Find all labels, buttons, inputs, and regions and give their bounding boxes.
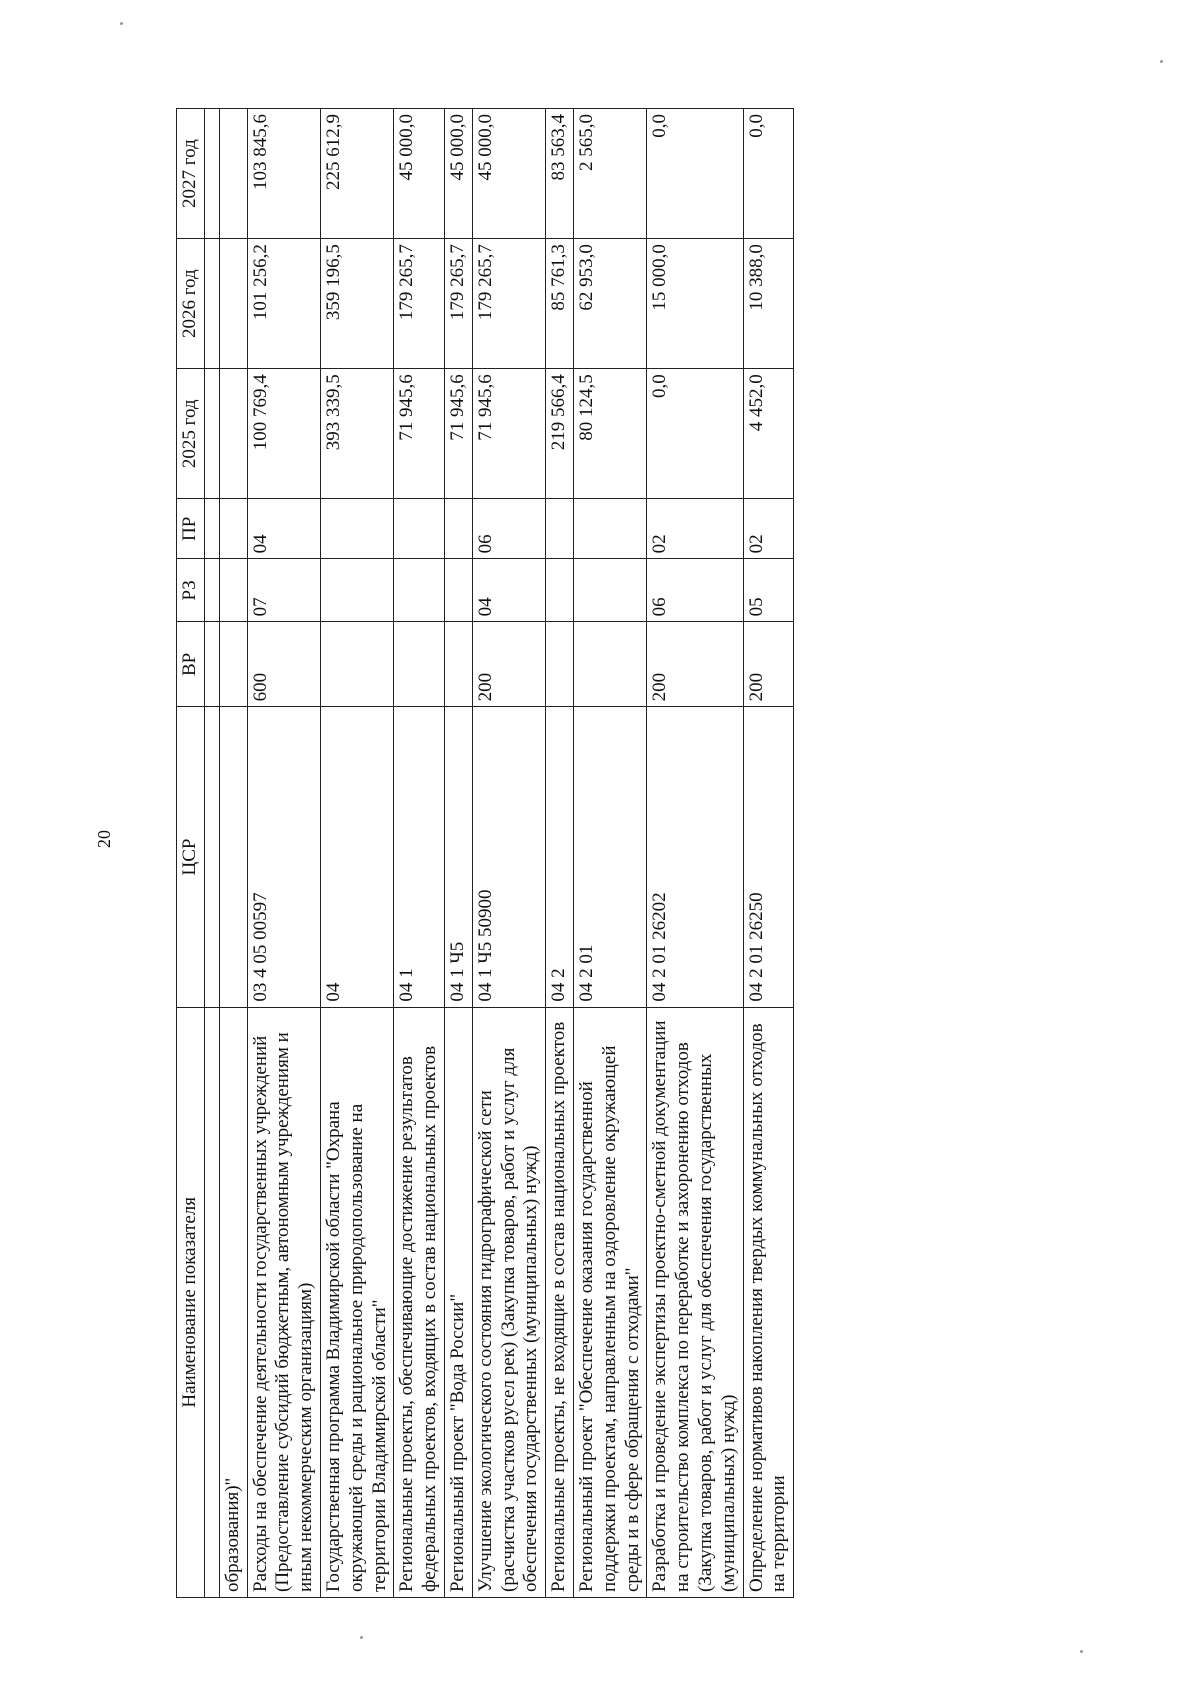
header-2027: 2027 год [177,109,205,239]
header-2025: 2025 год [177,369,205,499]
row-vr-cell [573,622,646,707]
row-2027-cell: 103 845,6 [247,109,320,239]
row-rz-cell: 07 [247,559,320,622]
row-csr-cell: 04 2 [546,707,574,1007]
row-vr-cell: 600 [247,622,320,707]
table-row [743,109,794,1598]
spacer-cell [204,109,219,239]
row-2027-cell: 0,0 [647,109,743,239]
row-name-cell: Региональные проекты, не входящие в состав национальных проектов [546,1007,574,1597]
row-pr-cell: 02 [743,499,794,559]
row-pr-cell [320,499,393,559]
row-pr-cell: 06 [472,499,545,559]
row-rz-cell [219,559,247,622]
header-2026: 2026 год [177,239,205,369]
row-name-cell: Государственная программа Владимирской области "Охрана окружающей среды и рациональное природопользование на территории Владимирской области" [320,1007,393,1597]
row-name-cell: Региональный проект "Обеспечение оказания государственной поддержки проектам, направленным на оздоровление окружающей среды и в сфере обращения с отходами" [573,1007,646,1597]
row-2025-cell: 0,0 [647,369,743,499]
table-row [444,109,472,1598]
row-2027-cell: 83 563,4 [546,109,574,239]
row-name-cell: Улучшение экологического состояния гидрографической сети (расчистка участков русел рек) (Закупка товаров, работ и услуг для обеспечения государственных (муниципальных) нужд) [472,1007,545,1597]
row-pr-cell [444,499,472,559]
row-vr-cell: 200 [647,622,743,707]
row-rz-cell: 04 [472,559,545,622]
spacer-cell [204,239,219,369]
row-vr-cell: 200 [472,622,545,707]
row-csr-cell: 04 [320,707,393,1007]
row-2026-cell: 62 953,0 [573,239,646,369]
page-number: 20 [94,830,114,848]
budget-table [176,108,794,1598]
table-row [472,109,545,1598]
row-name-cell: образования)" [219,1007,247,1597]
row-vr-cell [444,622,472,707]
row-pr-cell [573,499,646,559]
row-vr-cell: 200 [743,622,794,707]
row-pr-cell: 04 [247,499,320,559]
row-vr-cell [394,622,445,707]
row-rz-cell: 05 [743,559,794,622]
row-csr-cell: 04 2 01 26250 [743,707,794,1007]
table-row [573,109,646,1598]
row-vr-cell [320,622,393,707]
row-2025-cell: 219 566,4 [546,369,574,499]
row-csr-cell [219,707,247,1007]
row-2025-cell: 71 945,6 [472,369,545,499]
row-pr-cell [394,499,445,559]
table-row [247,109,320,1598]
row-pr-cell [546,499,574,559]
scan-speck [120,22,123,25]
table-row [647,109,743,1598]
row-csr-cell: 04 2 01 [573,707,646,1007]
spacer-cell [204,1007,219,1597]
row-csr-cell: 04 2 01 26202 [647,707,743,1007]
row-name-cell: Региональный проект "Вода России" [444,1007,472,1597]
scan-speck [360,1636,363,1639]
row-rz-cell [394,559,445,622]
row-2027-cell: 225 612,9 [320,109,393,239]
row-name-cell: Определение нормативов накопления твердых коммунальных отходов на территории [743,1007,794,1597]
spacer-cell [204,559,219,622]
row-2027-cell: 45 000,0 [472,109,545,239]
row-2025-cell: 4 452,0 [743,369,794,499]
row-rz-cell [444,559,472,622]
row-2027-cell: 45 000,0 [394,109,445,239]
row-2025-cell: 71 945,6 [394,369,445,499]
table-row [394,109,445,1598]
row-2026-cell: 15 000,0 [647,239,743,369]
header-vr: ВР [177,622,205,707]
row-2026-cell: 179 265,7 [394,239,445,369]
scan-speck [1160,60,1163,63]
spacer-cell [204,622,219,707]
row-vr-cell [546,622,574,707]
row-rz-cell [320,559,393,622]
row-2026-cell: 179 265,7 [444,239,472,369]
table-header-row [177,109,205,1598]
row-vr-cell [219,622,247,707]
spacer-cell [204,707,219,1007]
spacer-cell [204,499,219,559]
header-pr: ПР [177,499,205,559]
row-2025-cell: 100 769,4 [247,369,320,499]
row-2026-cell: 101 256,2 [247,239,320,369]
row-name-cell: Разработка и проведение экспертизы проектно-сметной документации на строительство комплекса по переработке и захоронению отходов (Закупка товаров, работ и услуг для обеспечения государственных (муниципальных) нужд) [647,1007,743,1597]
row-name-cell: Региональные проекты, обеспечивающие достижение результатов федеральных проектов, входящих в состав национальных проектов [394,1007,445,1597]
table-row [320,109,393,1598]
scan-speck [1080,1650,1083,1653]
table-row [546,109,574,1598]
row-2027-cell [219,109,247,239]
row-csr-cell: 04 1 Ч5 50900 [472,707,545,1007]
header-name: Наименование показателя [177,1007,205,1597]
row-rz-cell [573,559,646,622]
spacer-cell [204,369,219,499]
row-csr-cell: 03 4 05 00597 [247,707,320,1007]
rotated-table-container [176,108,1086,1598]
row-rz-cell: 06 [647,559,743,622]
row-pr-cell [219,499,247,559]
row-pr-cell: 02 [647,499,743,559]
row-2026-cell: 359 196,5 [320,239,393,369]
row-2027-cell: 0,0 [743,109,794,239]
header-spacer-row [204,109,219,1598]
row-2026-cell [219,239,247,369]
row-2025-cell: 393 339,5 [320,369,393,499]
row-2026-cell: 10 388,0 [743,239,794,369]
row-rz-cell [546,559,574,622]
row-2025-cell: 71 945,6 [444,369,472,499]
row-csr-cell: 04 1 Ч5 [444,707,472,1007]
table-row [219,109,247,1598]
header-csr: ЦСР [177,707,205,1007]
row-2025-cell [219,369,247,499]
row-2025-cell: 80 124,5 [573,369,646,499]
table-body [219,109,793,1598]
row-name-cell: Расходы на обеспечение деятельности государственных учреждений (Предоставление субсидий бюджетным, автономным учреждениям и иным некоммерческим организациям) [247,1007,320,1597]
row-2026-cell: 85 761,3 [546,239,574,369]
row-csr-cell: 04 1 [394,707,445,1007]
row-2027-cell: 2 565,0 [573,109,646,239]
row-2026-cell: 179 265,7 [472,239,545,369]
row-2027-cell: 45 000,0 [444,109,472,239]
header-rz: РЗ [177,559,205,622]
